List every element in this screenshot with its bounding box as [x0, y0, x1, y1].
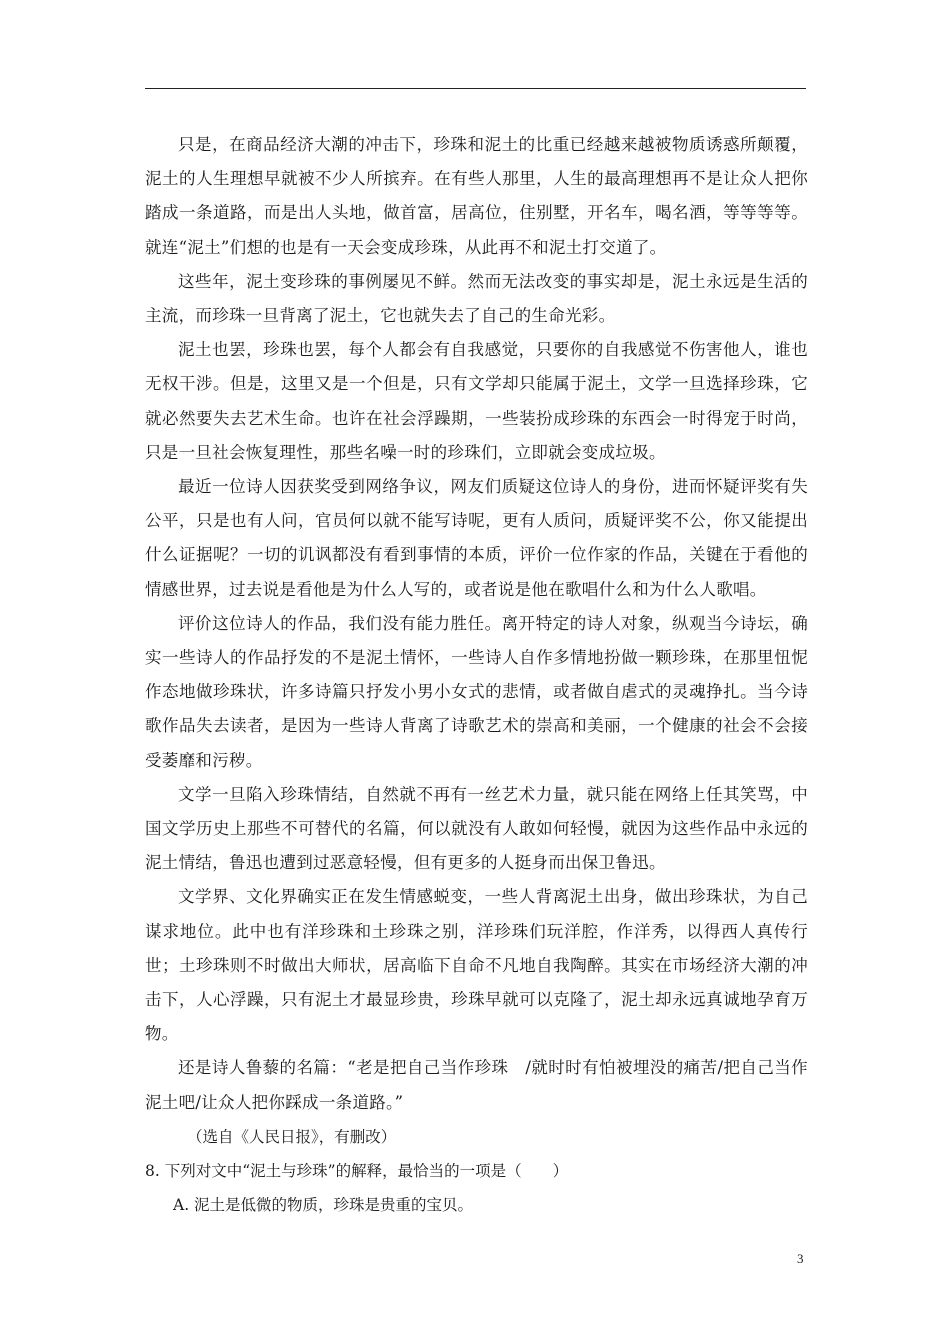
article-body	[145, 128, 808, 1223]
paragraph: 只是，在商品经济大潮的冲击下，珍珠和泥土的比重已经越来越被物质诱惑所颠覆，泥土的人生理想早就被不少人所摈弃。在有些人那里，人生的最高理想再不是让众人把你踏成一条道路，而是出人头地，做首富，居高位，住别墅，开名车，喝名酒，等等等等。就连“泥土”们想的也是有一天会变成珍珠，从此再不和泥土打交道了。	[145, 135, 808, 257]
paragraph: 文学界、文化界确实正在发生情感蜕变，一些人背离泥土出身，做出珍珠状，为自己谋求地位。此中也有洋珍珠和土珍珠之别，洋珍珠们玩洋腔，作洋秀，以得西人真传行世；土珍珠则不时做出大师状，居高临下自命不凡地自我陶醉。其实在市场经济大潮的冲击下，人心浮躁，只有泥土才最显珍贵，珍珠早就可以克隆了，泥土却永远真诚地孕育万物。	[145, 887, 808, 1044]
paragraph: 这些年，泥土变珍珠的事例屡见不鲜。然而无法改变的事实却是，泥土永远是生活的主流，而珍珠一旦背离了泥土，它也就失去了自己的生命光彩。	[145, 271, 808, 326]
question-stem: 8. 下列对文中“泥土与珍珠”的解释，最恰当的一项是（ ）	[145, 1162, 569, 1181]
page-number: 3	[797, 1251, 804, 1266]
option-a: A. 泥土是低微的物质，珍珠是贵重的宝贝。	[173, 1196, 474, 1215]
header-rule	[145, 88, 806, 89]
paragraph: 还是诗人鲁藜的名篇：“老是把自己当作珍珠 /就时时有怕被埋没的痛苦/把自己当作泥土吧/让众人把你踩成一条道路。”	[145, 1058, 808, 1112]
paragraph: 评价这位诗人的作品，我们没有能力胜任。离开特定的诗人对象，纵观当今诗坛，确实一些诗人的作品抒发的不是泥土情怀，一些诗人自作多情地扮做一颗珍珠，在那里忸怩作态地做珍珠状，许多诗篇只抒发小男小女式的悲情，或者做自虐式的灵魂挣扎。当今诗歌作品失去读者，是因为一些诗人背离了诗歌艺术的崇高和美丽，一个健康的社会不会接受萎靡和污秽。	[145, 613, 808, 770]
paragraph: 最近一位诗人因获奖受到网络争议，网友们质疑这位诗人的身份，进而怀疑评奖有失公平，只是也有人问，官员何以就不能写诗呢，更有人质问，质疑评奖不公，你又能提出什么证据呢？一切的讥讽都没有看到事情的本质，评价一位作家的作品，关键在于看他的情感世界，过去说是看他是为什么人写的，或者说是他在歌唱什么和为什么人歌唱。	[145, 477, 808, 599]
paragraph: 文学一旦陷入珍珠情结，自然就不再有一丝艺术力量，就只能在网络上任其笑骂，中国文学历史上那些不可替代的名篇，何以就没有人敢如何轻慢，就因为这些作品中永远的泥土情结，鲁迅也遭到过恶意轻慢，但有更多的人挺身而出保卫鲁迅。	[145, 784, 808, 873]
paragraph: 泥土也罢，珍珠也罢，每个人都会有自我感觉，只要你的自我感觉不伤害他人，谁也无权干涉。但是，这里又是一个但是，只有文学却只能属于泥土，文学一旦选择珍珠，它就必然要失去艺术生命。也许在社会浮躁期，一些装扮成珍珠的东西会一时得宠于时尚，只是一旦社会恢复理性，那些名噪一时的珍珠们，立即就会变成垃圾。	[145, 340, 808, 462]
source-note: （选自《人民日报》，有删改）	[187, 1127, 397, 1146]
